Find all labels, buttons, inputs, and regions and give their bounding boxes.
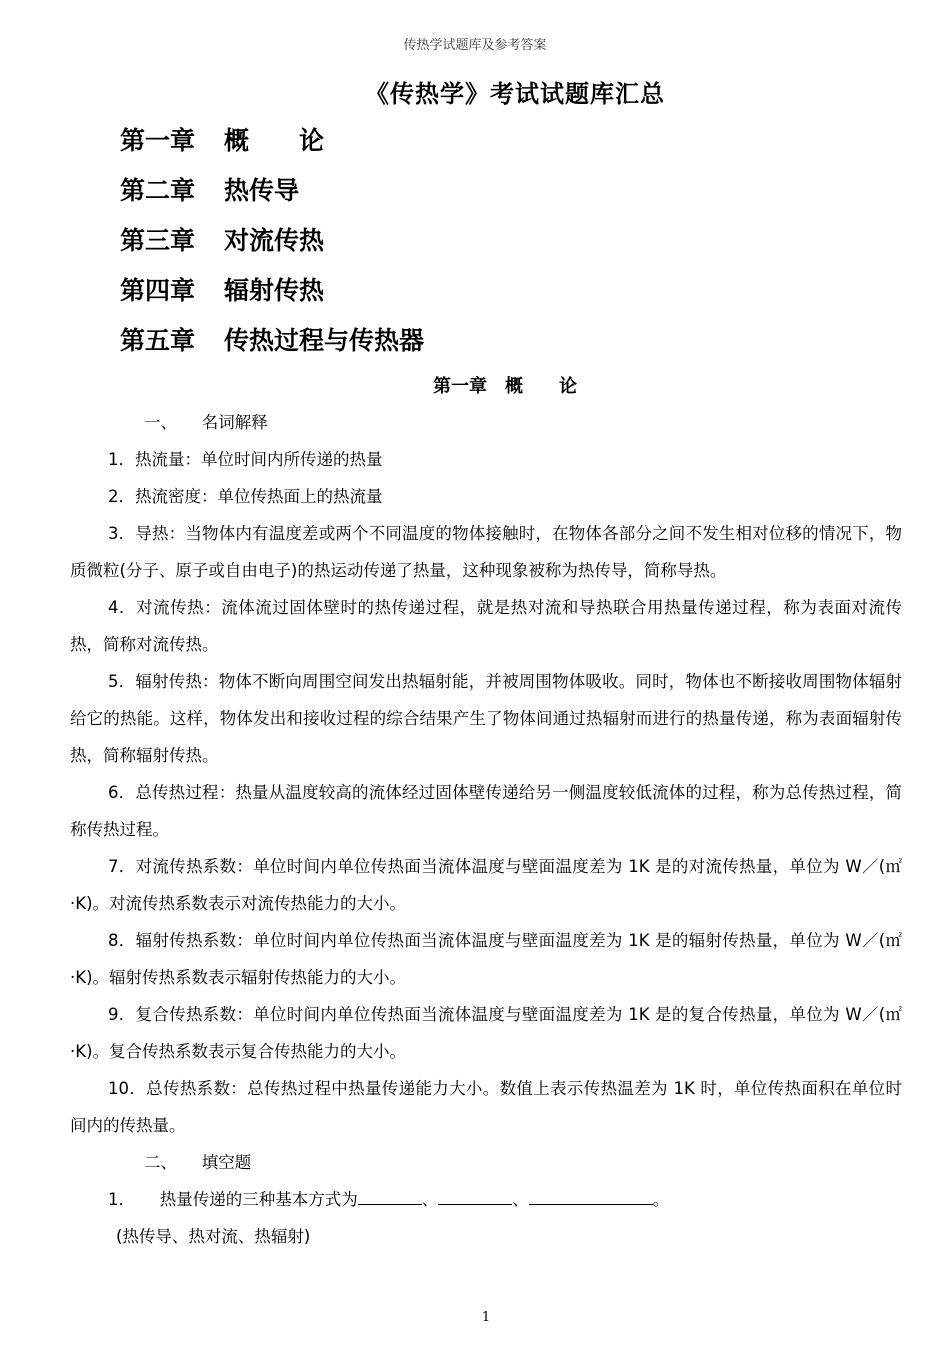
fill-in-question [70,1181,902,1218]
document-title: 《传热学》考试试题库汇总 [365,80,665,108]
document-body [70,404,902,1255]
toc-chapter-name: 辐射传热 [224,276,325,305]
toc-item [120,324,424,374]
definition-item: 7．对流传热系数：单位时间内单位传热面当流体温度与壁面温度差为 1K 是的对流传热量，单位为 W／(㎡·K)。对流传热系数表示对流传热能力的大小。 [70,857,902,913]
answer-blank [529,1182,653,1205]
definition-item: 2．热流密度：单位传热面上的热流量 [108,487,383,506]
separator: 、 [512,1190,529,1209]
definition-item: 8．辐射传热系数：单位时间内单位传热面当流体温度与壁面温度差为 1K 是的辐射传热量，单位为 W／(㎡·K)。辐射传热系数表示辐射传热能力的大小。 [70,931,902,987]
toc-chapter-number: 第一章 [120,126,196,155]
question-end: 。 [652,1190,670,1209]
definition-item: 1．热流量：单位时间内所传递的热量 [108,450,383,469]
page-number: 1 [481,1310,491,1325]
toc-item [120,174,424,224]
definition-item: 6．总传热过程：热量从温度较高的流体经过固体壁传递给另一侧温度较低流体的过程，称为总传热过程，简称传热过程。 [70,783,902,839]
answer-blank [438,1182,512,1205]
definition-item: 4．对流传热：流体流过固体壁时的热传递过程，就是热对流和导热联合用热量传递过程，称为表面对流传热，简称对流传热。 [70,598,902,654]
definition-item: 5．辐射传热：物体不断向周围空间发出热辐射能，并被周围物体吸收。同时，物体也不断接收周围物体辐射给它的热能。这样，物体发出和接收过程的综合结果产生了物体间通过热辐射而进行的热量传递，称为表面辐射传热，简称辐射传热。 [70,672,902,765]
toc-chapter-name: 概 论 [224,126,325,155]
question-text: 1． 热量传递的三种基本方式为 [108,1190,358,1209]
toc-item [120,274,424,324]
toc-chapter-name: 对流传热 [224,226,325,255]
toc-chapter-name: 传热过程与传热器 [224,326,425,355]
chapter-heading: 第一章 概 论 [433,376,577,397]
answer-blank [358,1182,422,1205]
answer-text: (热传导、热对流、热辐射) [116,1227,311,1246]
toc-chapter-number: 第三章 [120,226,196,255]
separator: 、 [421,1190,439,1209]
running-header: 传热学试题库及参考答案 [403,38,547,53]
toc-item [120,124,424,174]
toc-chapter-name: 热传导 [224,176,300,205]
section-heading-definitions: 一、 名词解释 [144,413,268,432]
toc-chapter-number: 第四章 [120,276,196,305]
definition-item: 3．导热：当物体内有温度差或两个不同温度的物体接触时，在物体各部分之间不发生相对位移的情况下，物质微粒(分子、原子或自由电子)的热运动传递了热量，这种现象被称为热传导，简称导热。 [70,524,902,580]
table-of-contents [120,124,424,374]
section-heading-fill-in: 二、 填空题 [144,1153,252,1172]
toc-item [120,224,424,274]
definition-item: 9．复合传热系数：单位时间内单位传热面当流体温度与壁面温度差为 1K 是的复合传热量，单位为 W／(㎡·K)。复合传热系数表示复合传热能力的大小。 [70,1005,902,1061]
toc-chapter-number: 第二章 [120,176,196,205]
definition-item: 10．总传热系数：总传热过程中热量传递能力大小。数值上表示传热温差为 1K 时，单位传热面积在单位时间内的传热量。 [70,1079,902,1135]
toc-chapter-number: 第五章 [120,326,196,355]
